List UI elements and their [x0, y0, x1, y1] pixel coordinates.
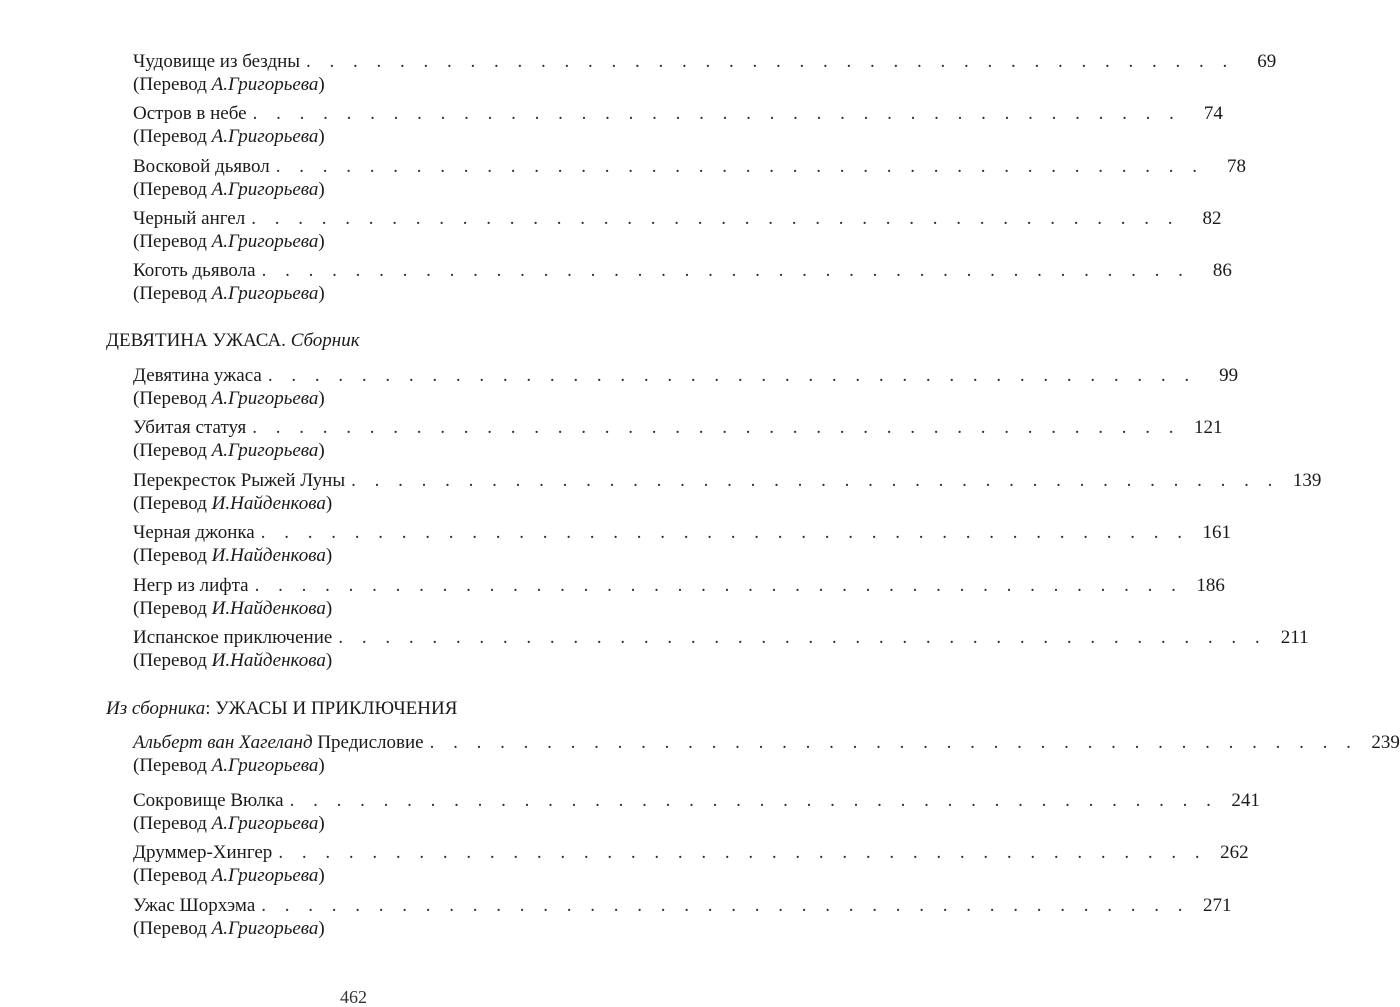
dot-leader: . . . . . . . . . . . . . . . . . . . . . . . . . . . . . . . . . . . . . . . .: [260, 522, 1189, 543]
translation-note: (Перевод А.Григорьева): [133, 179, 325, 200]
translator-name: И.Найденкова: [211, 545, 326, 566]
translation-note: (Перевод И.Найденкова): [133, 545, 333, 566]
dot-leader: . . . . . . . . . . . . . . . . . . . . . . . . . . . . . . . . . . . . . . . .: [278, 842, 1207, 863]
page-folio: 462: [340, 987, 367, 1007]
entry-author: Альберт ван Хагеланд: [133, 732, 313, 753]
translation-note: (Перевод И.Найденкова): [133, 650, 333, 671]
page-number: 239: [1371, 732, 1400, 753]
page-number: 262: [1220, 842, 1249, 863]
dot-leader: . . . . . . . . . . . . . . . . . . . . . . . . . . . . . . . . . . . . . . . .: [429, 732, 1358, 753]
entry-title: Черная джонка: [133, 522, 255, 543]
section-heading-main: ДЕВЯТИНА УЖАСА.: [106, 330, 286, 351]
toc-entry: [133, 102, 1223, 148]
translation-note: (Перевод А.Григорьева): [133, 865, 325, 886]
entry-title: Восковой дьявол: [133, 156, 270, 177]
entry-title: Перекресток Рыжей Луны: [133, 470, 346, 491]
translator-name: А.Григорьева: [211, 440, 319, 461]
dot-leader: . . . . . . . . . . . . . . . . . . . . . . . . . . . . . . . . . . . . . . . .: [275, 156, 1204, 177]
page-number: 211: [1280, 627, 1309, 648]
section-heading-italic: Из сборника: [106, 698, 206, 719]
translator-name: А.Григорьева: [211, 179, 319, 200]
page-number: 78: [1227, 156, 1246, 177]
translator-name: И.Найденкова: [211, 493, 326, 514]
toc-entry: [133, 731, 1400, 777]
toc-entry: [133, 841, 1249, 887]
translation-note: (Перевод А.Григорьева): [133, 440, 325, 461]
dot-leader: . . . . . . . . . . . . . . . . . . . . . . . . . . . . . . . . . . . . . . . .: [261, 260, 1190, 281]
toc-entry: [133, 626, 1309, 672]
translator-name: А.Григорьева: [211, 813, 319, 834]
dot-leader: . . . . . . . . . . . . . . . . . . . . . . . . . . . . . . . . . . . . . . . .: [254, 575, 1183, 596]
translation-note: (Перевод И.Найденкова): [133, 493, 333, 514]
dot-leader: . . . . . . . . . . . . . . . . . . . . . . . . . . . . . . . . . . . . . . . .: [251, 208, 1180, 229]
translation-note: (Перевод А.Григорьева): [133, 231, 325, 252]
page-number: 186: [1196, 575, 1225, 596]
page-number: 241: [1231, 790, 1260, 811]
translator-name: И.Найденкова: [211, 598, 326, 619]
entry-title: Альберт ван Хагеланд Предисловие: [133, 732, 424, 753]
toc-entry: [133, 469, 1322, 515]
dot-leader: . . . . . . . . . . . . . . . . . . . . . . . . . . . . . . . . . . . . . . . .: [261, 895, 1190, 916]
entry-title: Убитая статуя: [133, 417, 247, 438]
entry-title: Черный ангел: [133, 208, 246, 229]
page-number: 86: [1212, 260, 1232, 281]
entry-title: Ужас Шорхэма: [133, 895, 256, 916]
entry-title: Чудовище из бездны: [133, 51, 301, 72]
translation-note: (Перевод А.Григорьева): [133, 388, 325, 409]
toc-entry: [133, 207, 1222, 253]
translation-note: (Перевод А.Григорьева): [133, 755, 325, 776]
translation-note: (Перевод И.Найденкова): [133, 598, 333, 619]
dot-leader: . . . . . . . . . . . . . . . . . . . . . . . . . . . . . . . . . . . . . . . .: [306, 51, 1235, 72]
dot-leader: . . . . . . . . . . . . . . . . . . . . . . . . . . . . . . . . . . . . . . . .: [338, 627, 1267, 648]
toc-entry: [133, 259, 1232, 305]
translation-note: (Перевод А.Григорьева): [133, 283, 325, 304]
dot-leader: . . . . . . . . . . . . . . . . . . . . . . . . . . . . . . . . . . . . . . . .: [267, 365, 1197, 386]
dot-leader: . . . . . . . . . . . . . . . . . . . . . . . . . . . . . . . . . . . . . . . .: [351, 470, 1280, 491]
translator-name: А.Григорьева: [211, 126, 319, 147]
entry-title: Остров в небе: [133, 103, 247, 124]
entry-title: Коготь дьявола: [133, 260, 256, 281]
page-number: 139: [1292, 470, 1322, 491]
section-heading: [106, 698, 457, 720]
section-heading-italic: Сборник: [290, 330, 360, 351]
translation-note: (Перевод А.Григорьева): [133, 126, 325, 147]
toc-entry: [133, 155, 1246, 201]
toc-entry: [133, 50, 1277, 96]
toc-entry: [133, 894, 1232, 940]
page-number: 99: [1219, 365, 1239, 386]
page-number: 74: [1203, 103, 1223, 124]
dot-leader: . . . . . . . . . . . . . . . . . . . . . . . . . . . . . . . . . . . . . . . .: [252, 103, 1181, 124]
translator-name: А.Григорьева: [211, 755, 319, 776]
translator-name: А.Григорьева: [211, 388, 319, 409]
toc-entry: [133, 364, 1239, 410]
section-heading: [106, 330, 360, 352]
toc-entry: [133, 574, 1225, 620]
translation-note: (Перевод А.Григорьева): [133, 813, 325, 834]
entry-title: Сокровище Вюлка: [133, 790, 284, 811]
entry-title: Испанское приключение: [133, 627, 333, 648]
page-number: 161: [1202, 522, 1231, 543]
translator-name: А.Григорьева: [211, 865, 319, 886]
dot-leader: . . . . . . . . . . . . . . . . . . . . . . . . . . . . . . . . . . . . . . . .: [289, 790, 1218, 811]
dot-leader: . . . . . . . . . . . . . . . . . . . . . . . . . . . . . . . . . . . . . . . .: [252, 417, 1181, 438]
section-heading-main: : УЖАСЫ И ПРИКЛЮЧЕНИЯ: [205, 698, 458, 719]
translator-name: И.Найденкова: [211, 650, 326, 671]
toc-entry: [133, 521, 1231, 567]
page-number: 121: [1194, 417, 1223, 438]
translation-note: (Перевод А.Григорьева): [133, 918, 325, 939]
page-number: 271: [1203, 895, 1232, 916]
toc-entry: [133, 416, 1223, 462]
entry-title: Друммер-Хингер: [133, 842, 273, 863]
entry-title: Негр из лифта: [133, 575, 249, 596]
translator-name: А.Григорьева: [211, 918, 319, 939]
translator-name: А.Григорьева: [211, 231, 319, 252]
entry-title: Девятина ужаса: [133, 365, 262, 386]
page-number: 69: [1257, 51, 1277, 72]
page-number: 82: [1202, 208, 1222, 229]
translation-note: (Перевод А.Григорьева): [133, 74, 325, 95]
translator-name: А.Григорьева: [211, 74, 319, 95]
translator-name: А.Григорьева: [211, 283, 319, 304]
toc-entry: [133, 789, 1260, 835]
